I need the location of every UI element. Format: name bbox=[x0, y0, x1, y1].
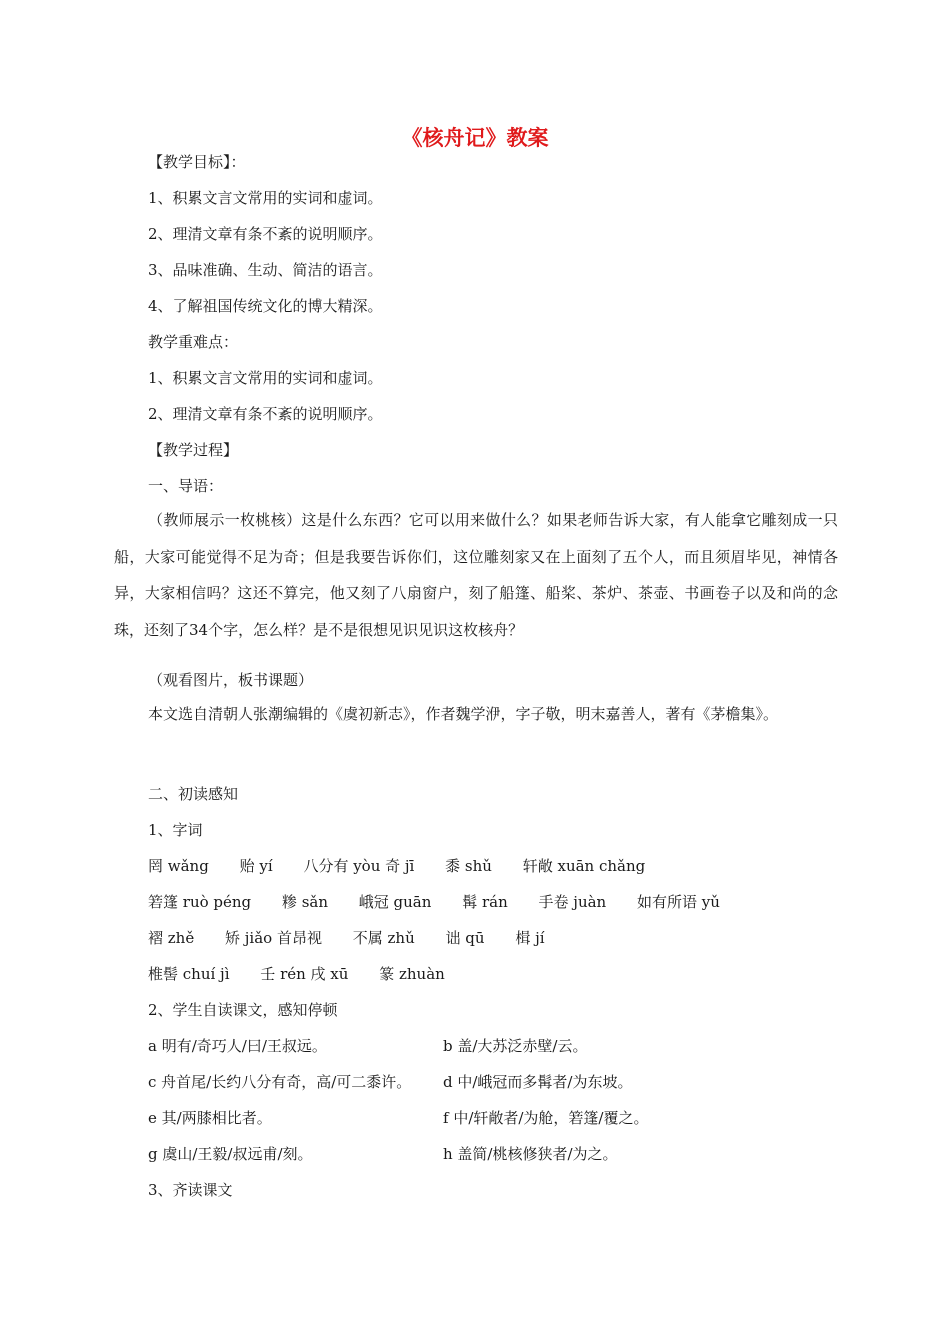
word-item: 矫 jiǎo 首昂视 bbox=[225, 929, 322, 947]
word-row bbox=[148, 856, 671, 876]
pause-item: a 明有/奇巧人/曰/王叔远。 bbox=[148, 1037, 327, 1055]
pause-item: c 舟首尾/长约八分有奇，高/可二黍许。 bbox=[148, 1073, 412, 1091]
pause-item: g 虞山/王毅/叔远甫/刻。 bbox=[148, 1145, 313, 1163]
goal-item: 3、品味准确、生动、简洁的语言。 bbox=[148, 261, 383, 279]
document-title: 《核舟记》教案 bbox=[401, 125, 549, 150]
word-item: 楫 jí bbox=[515, 929, 545, 947]
goals-heading: 【教学目标】： bbox=[148, 153, 246, 171]
pause-item: d 中/峨冠而多髯者/为东坡。 bbox=[443, 1073, 633, 1091]
reading-heading: 二、初读感知 bbox=[148, 785, 239, 803]
words-heading: 1、字词 bbox=[148, 821, 203, 839]
word-item: 壬 rén 戌 xū bbox=[260, 965, 349, 983]
source-paragraph: 本文选自清朝人张潮编辑的《虞初新志》，作者魏学洢，字子敬，明末嘉善人，著有《茅檐集》。 bbox=[148, 705, 779, 723]
word-item: 罔 wǎng bbox=[148, 857, 209, 875]
intro-paragraph: （教师展示一枚桃核）这是什么东西？它可以用来做什么？如果老师告诉大家，有人能拿它雕刻成一只船，大家可能觉得不足为奇；但是我要告诉你们，这位雕刻家又在上面刻了五个人，而且须眉毕见，神情各异，大家相信吗？这还不算完，他又刻了八扇窗户，刻了船篷、船桨、茶炉、茶壶、书画卷子以及和尚的念珠，还刻了34个字，怎么样？是不是很想见识见识这枚核舟？ bbox=[114, 511, 838, 639]
word-item: 轩敞 xuān chǎng bbox=[522, 857, 646, 875]
board-note: （观看图片，板书课题） bbox=[148, 671, 314, 689]
word-item: 褶 zhě bbox=[148, 929, 195, 947]
difficulty-heading: 教学重难点： bbox=[148, 333, 239, 351]
word-item: 贻 yí bbox=[239, 857, 273, 875]
word-item: 诎 qū bbox=[445, 929, 485, 947]
intro-heading: 一、导语： bbox=[148, 477, 224, 495]
pause-item: h 盖简/桃核修狭者/为之。 bbox=[443, 1145, 618, 1163]
goal-item: 4、了解祖国传统文化的博大精深。 bbox=[148, 297, 383, 315]
word-item: 箬篷 ruò péng bbox=[148, 893, 252, 911]
pause-item: f 中/轩敞者/为舱，箬篷/覆之。 bbox=[443, 1109, 649, 1127]
word-row bbox=[148, 964, 471, 984]
pause-item: b 盖/大苏泛赤壁/云。 bbox=[443, 1037, 588, 1055]
process-heading: 【教学过程】 bbox=[148, 441, 239, 459]
word-item: 黍 shǔ bbox=[445, 857, 492, 875]
word-item: 峨冠 guān bbox=[358, 893, 432, 911]
word-item: 篆 zhuàn bbox=[379, 965, 445, 983]
word-item: 如有所语 yǔ bbox=[637, 893, 720, 911]
pause-item: e 其/两膝相比者。 bbox=[148, 1109, 272, 1127]
word-item: 不属 zhǔ bbox=[352, 929, 415, 947]
word-row bbox=[148, 928, 571, 948]
word-item: 髯 rán bbox=[462, 893, 508, 911]
word-item: 椎髻 chuí jì bbox=[148, 965, 230, 983]
pause-heading: 2、学生自读课文，感知停顿 bbox=[148, 1001, 338, 1019]
word-item: 糁 sǎn bbox=[281, 893, 328, 911]
word-item: 手卷 juàn bbox=[538, 893, 607, 911]
goal-item: 1、积累文言文常用的实词和虚词。 bbox=[148, 189, 383, 207]
difficulty-item: 2、理清文章有条不紊的说明顺序。 bbox=[148, 405, 383, 423]
word-item: 八分有 yòu 奇 jī bbox=[303, 857, 415, 875]
difficulty-item: 1、积累文言文常用的实词和虚词。 bbox=[148, 369, 383, 387]
chorus-heading: 3、齐读课文 bbox=[148, 1181, 233, 1199]
word-row bbox=[148, 892, 746, 912]
goal-item: 2、理清文章有条不紊的说明顺序。 bbox=[148, 225, 383, 243]
